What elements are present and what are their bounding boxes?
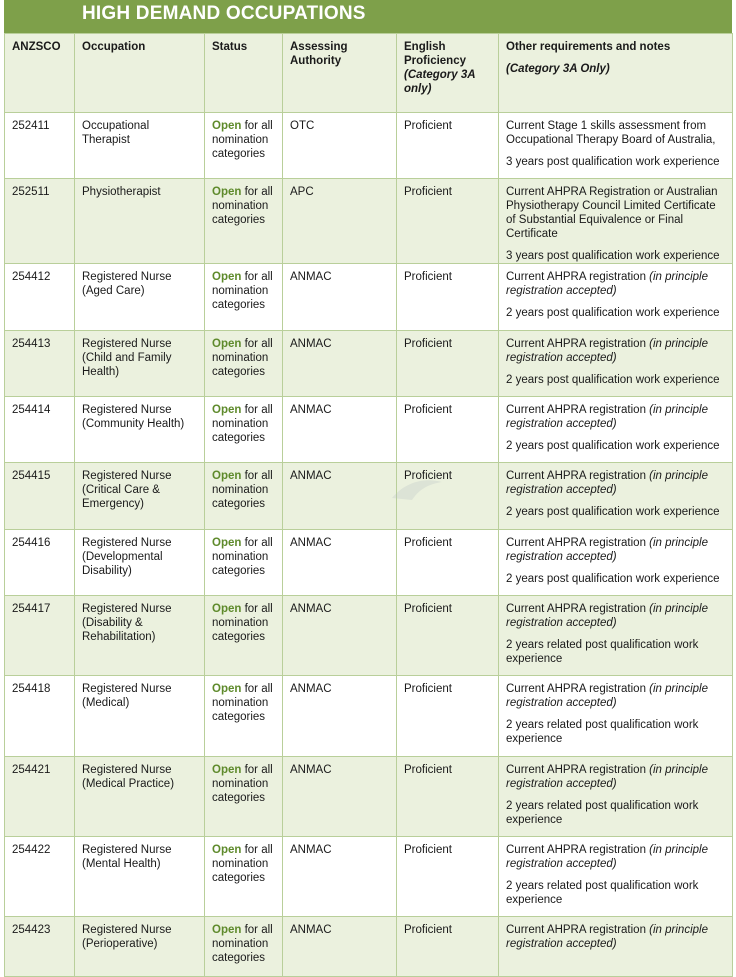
english-cell — [397, 676, 499, 757]
note-experience: 2 years post qualification work experience — [506, 506, 720, 518]
status-rest: for all nomination categories — [212, 844, 273, 884]
anzsco-code — [5, 113, 75, 179]
occupation-name: Registered Nurse (Disability & Rehabilitation) — [82, 603, 172, 643]
anzsco-code — [5, 837, 75, 917]
occupation-name: Registered Nurse (Critical Care & Emergency) — [82, 470, 172, 510]
note-registration-italic: (in principle registration accepted) — [506, 338, 708, 364]
table-row — [5, 331, 733, 397]
col-header-english-sub: (Category 3A only) — [404, 69, 476, 95]
occupation-name: Registered Nurse (Child and Family Health) — [82, 338, 172, 378]
note-registration-text: Current AHPRA registration — [506, 470, 650, 482]
col-header-occupation: Occupation — [75, 34, 205, 113]
table-row — [5, 179, 733, 264]
note-registration-text: Current AHPRA registration — [506, 764, 650, 776]
notes-cell — [499, 113, 733, 179]
status-cell — [205, 331, 283, 397]
anzsco-code-text: 254417 — [12, 603, 51, 615]
note-experience: 2 years related post qualification work experience — [506, 880, 699, 906]
anzsco-code-text: 252411 — [12, 120, 50, 132]
status-rest: for all nomination categories — [212, 470, 273, 510]
notes-cell — [499, 463, 733, 530]
note-registration — [506, 337, 726, 365]
occupation-cell — [75, 917, 205, 977]
status-rest: for all nomination categories — [212, 537, 273, 577]
assessing-authority: ANMAC — [290, 338, 332, 350]
note-registration-text: Current AHPRA registration — [506, 844, 650, 856]
status-open: Open — [212, 764, 242, 776]
assessing-authority: ANMAC — [290, 271, 332, 283]
anzsco-code-text: 254415 — [12, 470, 51, 482]
note-experience: 2 years post qualification work experience — [506, 573, 720, 585]
table-row — [5, 676, 733, 757]
status-rest: for all nomination categories — [212, 186, 273, 226]
col-header-status: Status — [205, 34, 283, 113]
authority-cell — [283, 757, 397, 837]
authority-cell — [283, 917, 397, 977]
notes-cell — [499, 179, 733, 264]
occupations-table — [4, 33, 733, 977]
occupation-name: Physiotherapist — [82, 186, 161, 198]
assessing-authority: ANMAC — [290, 603, 332, 615]
note-registration-italic: (in principle registration accepted) — [506, 924, 708, 950]
anzsco-code — [5, 676, 75, 757]
note-registration-text: Current AHPRA registration — [506, 924, 650, 936]
status-rest: for all nomination categories — [212, 271, 273, 311]
status-rest: for all nomination categories — [212, 924, 273, 964]
assessing-authority: APC — [290, 186, 314, 198]
english-level: Proficient — [404, 120, 452, 132]
anzsco-code-text: 254414 — [12, 404, 51, 416]
note-experience: 2 years post qualification work experience — [506, 307, 720, 319]
english-level: Proficient — [404, 924, 452, 936]
english-cell — [397, 179, 499, 264]
note-registration — [506, 403, 726, 431]
note-registration-text: Current AHPRA registration — [506, 537, 650, 549]
status-rest: for all nomination categories — [212, 683, 273, 723]
occupation-cell — [75, 113, 205, 179]
status-open: Open — [212, 470, 242, 482]
status-cell — [205, 397, 283, 463]
table-row — [5, 596, 733, 676]
status-open: Open — [212, 603, 242, 615]
page-title: HIGH DEMAND OCCUPATIONS — [4, 0, 732, 33]
english-cell — [397, 331, 499, 397]
table-row — [5, 757, 733, 837]
col-header-other-sub: (Category 3A Only) — [506, 63, 610, 75]
english-cell — [397, 113, 499, 179]
notes-cell — [499, 596, 733, 676]
table-header-row — [5, 34, 733, 113]
english-level: Proficient — [404, 338, 452, 350]
english-level: Proficient — [404, 404, 452, 416]
anzsco-code — [5, 463, 75, 530]
occupation-cell — [75, 596, 205, 676]
note-registration-italic: (in principle registration accepted) — [506, 404, 708, 430]
note-experience: 2 years related post qualification work experience — [506, 800, 699, 826]
occupation-cell — [75, 837, 205, 917]
authority-cell — [283, 113, 397, 179]
note-registration — [506, 469, 726, 497]
authority-cell — [283, 530, 397, 596]
occupation-name: Occupational Therapist — [82, 120, 150, 146]
anzsco-code — [5, 596, 75, 676]
status-cell — [205, 757, 283, 837]
status-rest: for all nomination categories — [212, 120, 273, 160]
occupation-cell — [75, 179, 205, 264]
english-level: Proficient — [404, 186, 452, 198]
notes-cell — [499, 397, 733, 463]
status-rest: for all nomination categories — [212, 404, 273, 444]
anzsco-code-text: 254418 — [12, 683, 51, 695]
occupation-cell — [75, 264, 205, 331]
status-open: Open — [212, 924, 242, 936]
note-registration — [506, 185, 726, 241]
occupation-name: Registered Nurse (Mental Health) — [82, 844, 172, 870]
status-open: Open — [212, 683, 242, 695]
status-rest: for all nomination categories — [212, 338, 273, 378]
anzsco-code — [5, 331, 75, 397]
occupation-cell — [75, 530, 205, 596]
anzsco-code-text: 254423 — [12, 924, 51, 936]
note-registration-text: Current AHPRA registration — [506, 271, 650, 283]
anzsco-code — [5, 397, 75, 463]
occupation-name: Registered Nurse (Community Health) — [82, 404, 185, 430]
note-registration — [506, 270, 726, 298]
col-header-english-label: English Proficiency — [404, 41, 466, 67]
status-cell — [205, 264, 283, 331]
note-registration — [506, 923, 726, 951]
authority-cell — [283, 331, 397, 397]
english-level: Proficient — [404, 271, 452, 283]
authority-cell — [283, 179, 397, 264]
assessing-authority: ANMAC — [290, 924, 332, 936]
status-open: Open — [212, 404, 242, 416]
note-registration — [506, 119, 726, 147]
english-level: Proficient — [404, 537, 452, 549]
anzsco-code — [5, 530, 75, 596]
occupation-name: Registered Nurse (Aged Care) — [82, 271, 172, 297]
occupation-name: Registered Nurse (Medical) — [82, 683, 172, 709]
note-registration — [506, 536, 726, 564]
note-registration-text: Current AHPRA registration — [506, 404, 650, 416]
note-registration-italic: (in principle registration accepted) — [506, 537, 708, 563]
table-row — [5, 397, 733, 463]
english-cell — [397, 397, 499, 463]
col-header-other-label: Other requirements and notes — [506, 41, 671, 53]
assessing-authority: OTC — [290, 120, 315, 132]
note-registration — [506, 843, 726, 871]
assessing-authority: ANMAC — [290, 764, 332, 776]
notes-cell — [499, 331, 733, 397]
english-cell — [397, 837, 499, 917]
table-row — [5, 530, 733, 596]
english-level: Proficient — [404, 603, 452, 615]
english-level: Proficient — [404, 470, 452, 482]
status-open: Open — [212, 537, 242, 549]
authority-cell — [283, 837, 397, 917]
note-experience: 2 years post qualification work experience — [506, 374, 720, 386]
col-header-assessing-authority: Assessing Authority — [283, 34, 397, 113]
occupation-cell — [75, 397, 205, 463]
english-level: Proficient — [404, 683, 452, 695]
assessing-authority: ANMAC — [290, 470, 332, 482]
anzsco-code-text: 252511 — [12, 186, 50, 198]
english-level: Proficient — [404, 844, 452, 856]
notes-cell — [499, 917, 733, 977]
status-cell — [205, 676, 283, 757]
status-open: Open — [212, 186, 242, 198]
occupation-name: Registered Nurse (Perioperative) — [82, 924, 172, 950]
note-experience: 3 years post qualification work experience — [506, 156, 720, 168]
anzsco-code — [5, 264, 75, 331]
note-registration-italic: (in principle registration accepted) — [506, 603, 708, 629]
english-cell — [397, 264, 499, 331]
anzsco-code-text: 254422 — [12, 844, 51, 856]
table-row — [5, 917, 733, 977]
notes-cell — [499, 757, 733, 837]
note-registration-italic: (in principle registration accepted) — [506, 844, 708, 870]
note-registration — [506, 682, 726, 710]
anzsco-code — [5, 757, 75, 837]
col-header-anzsco: ANZSCO — [5, 34, 75, 113]
occupation-name: Registered Nurse (Medical Practice) — [82, 764, 175, 790]
table-row — [5, 463, 733, 530]
occupation-cell — [75, 463, 205, 530]
note-registration-italic: (in principle registration accepted) — [506, 271, 708, 297]
anzsco-code-text: 254413 — [12, 338, 51, 350]
notes-cell — [499, 264, 733, 331]
english-cell — [397, 757, 499, 837]
status-open: Open — [212, 271, 242, 283]
authority-cell — [283, 264, 397, 331]
status-cell — [205, 463, 283, 530]
authority-cell — [283, 676, 397, 757]
occupation-name: Registered Nurse (Developmental Disability) — [82, 537, 172, 577]
status-cell — [205, 113, 283, 179]
note-experience: 2 years related post qualification work experience — [506, 719, 699, 745]
english-cell — [397, 917, 499, 977]
status-open: Open — [212, 338, 242, 350]
anzsco-code-text: 254412 — [12, 271, 51, 283]
status-open: Open — [212, 120, 242, 132]
authority-cell — [283, 463, 397, 530]
note-registration-text: Current AHPRA registration — [506, 603, 650, 615]
english-cell — [397, 596, 499, 676]
status-cell — [205, 179, 283, 264]
note-registration-text: Current AHPRA Registration or Australian Physiotherapy Council Limited Certificate of Substantial Equivalence or Final Certificate — [506, 186, 718, 240]
occupation-cell — [75, 331, 205, 397]
status-open: Open — [212, 844, 242, 856]
anzsco-code — [5, 917, 75, 977]
notes-cell — [499, 676, 733, 757]
status-cell — [205, 917, 283, 977]
anzsco-code-text: 254416 — [12, 537, 51, 549]
table-row — [5, 113, 733, 179]
note-registration-italic: (in principle registration accepted) — [506, 470, 708, 496]
note-experience: 2 years post qualification work experience — [506, 440, 720, 452]
assessing-authority: ANMAC — [290, 683, 332, 695]
note-registration-text: Current AHPRA registration — [506, 683, 650, 695]
english-level: Proficient — [404, 764, 452, 776]
assessing-authority: ANMAC — [290, 537, 332, 549]
notes-cell — [499, 530, 733, 596]
note-registration-text: Current Stage 1 skills assessment from Occupational Therapy Board of Australia, — [506, 120, 716, 146]
authority-cell — [283, 397, 397, 463]
status-rest: for all nomination categories — [212, 603, 273, 643]
status-cell — [205, 596, 283, 676]
note-experience: 2 years related post qualification work experience — [506, 639, 699, 665]
anzsco-code-text: 254421 — [12, 764, 51, 776]
note-registration-italic: (in principle registration accepted) — [506, 683, 708, 709]
note-registration — [506, 763, 726, 791]
note-registration-text: Current AHPRA registration — [506, 338, 650, 350]
col-header-english — [397, 34, 499, 113]
table-row — [5, 837, 733, 917]
occupation-cell — [75, 676, 205, 757]
note-registration — [506, 602, 726, 630]
english-cell — [397, 463, 499, 530]
occupation-cell — [75, 757, 205, 837]
status-cell — [205, 530, 283, 596]
assessing-authority: ANMAC — [290, 404, 332, 416]
notes-cell — [499, 837, 733, 917]
status-cell — [205, 837, 283, 917]
assessing-authority: ANMAC — [290, 844, 332, 856]
english-cell — [397, 530, 499, 596]
anzsco-code — [5, 179, 75, 264]
col-header-other — [499, 34, 733, 113]
table-row — [5, 264, 733, 331]
authority-cell — [283, 596, 397, 676]
note-registration-italic: (in principle registration accepted) — [506, 764, 708, 790]
note-experience: 3 years post qualification work experience — [506, 250, 720, 262]
status-rest: for all nomination categories — [212, 764, 273, 804]
